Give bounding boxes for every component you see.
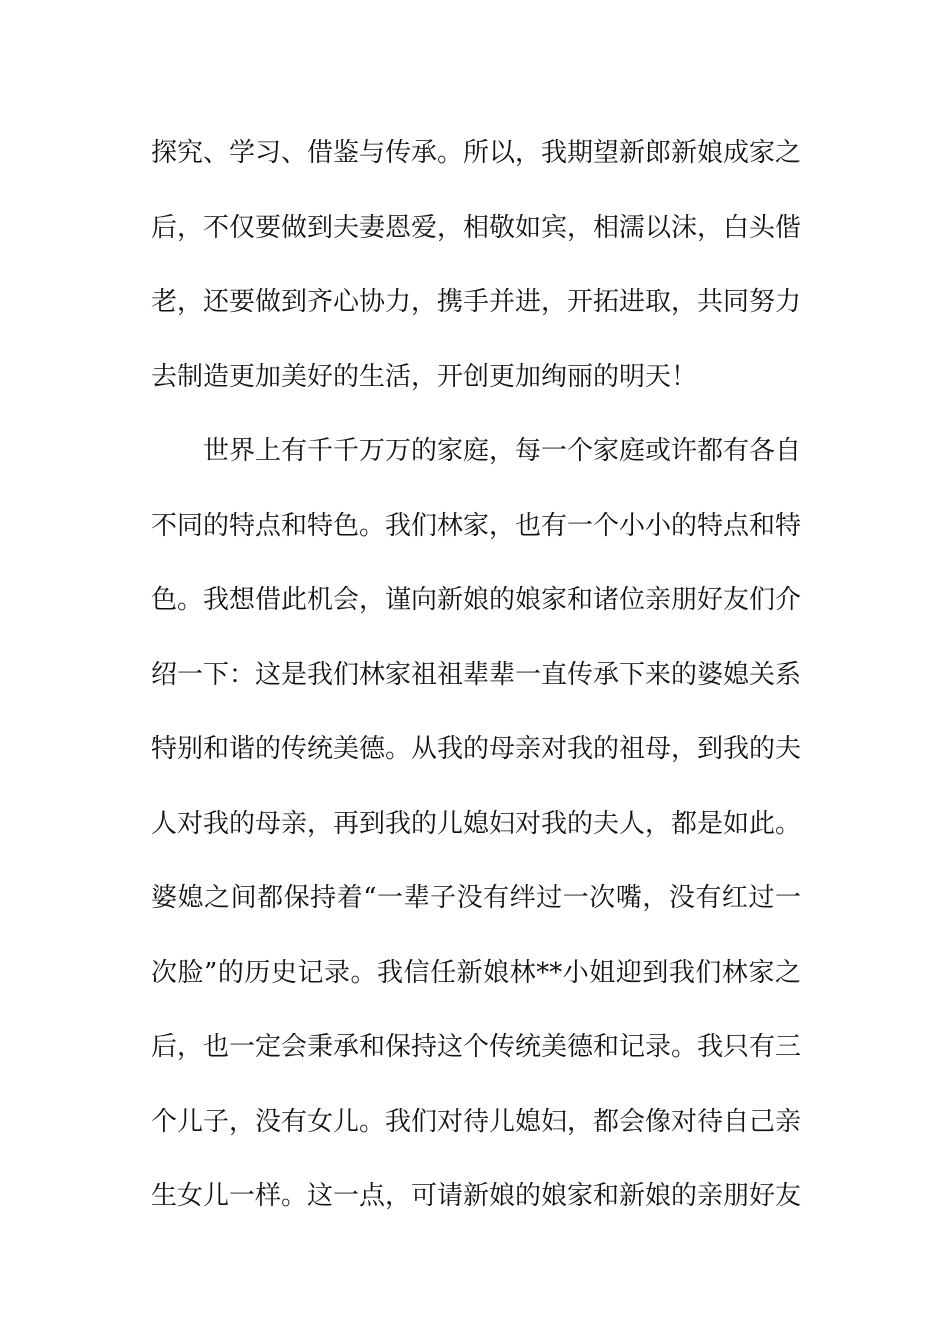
document-body: [151, 128, 801, 1246]
text-line: 老，还要做到齐心协力，携手并进，开拓进取，共同努力: [151, 287, 802, 317]
text-line: 去制造更加美好的生活，开创更加绚丽的明天！: [151, 361, 698, 392]
text-line: 婆媳之间都保持着“一辈子没有绊过一次嘴，没有红过一: [151, 883, 801, 913]
text-line: 不同的特点和特色。我们林家，也有一个小小的特点和特: [151, 510, 802, 541]
text-line: 探究、学习、借鉴与传承。所以，我期望新郎新娘成家之: [151, 138, 802, 168]
paragraph-first-line: 世界上有千千万万的家庭，每一个家庭或许都有各自: [203, 436, 802, 466]
text-line: 绍一下：这是我们林家祖祖辈辈一直传承下来的婆媳关系: [151, 659, 802, 690]
text-line: 人对我的母亲，再到我的儿媳妇对我的夫人，都是如此。: [151, 808, 802, 839]
text-line: 生女儿一样。这一点，可请新娘的娘家和新娘的亲朋好友: [151, 1181, 802, 1211]
text-line: 个儿子，没有女儿。我们对待儿媳妇，都会像对待自己亲: [151, 1106, 802, 1137]
text-line: 后，不仅要做到夫妻恩爱，相敬如宾，相濡以沫，白头偕: [151, 212, 802, 243]
text-line: 次脸”的历史记录。我信任新娘林**小姐迎到我们林家之: [151, 957, 801, 988]
text-line: 色。我想借此机会，谨向新娘的娘家和诸位亲朋好友们介: [151, 585, 802, 615]
text-line: 特别和谐的传统美德。从我的母亲对我的祖母，到我的夫: [151, 734, 802, 764]
text-line: 后，也一定会秉承和保持这个传统美德和记录。我只有三: [151, 1032, 802, 1062]
